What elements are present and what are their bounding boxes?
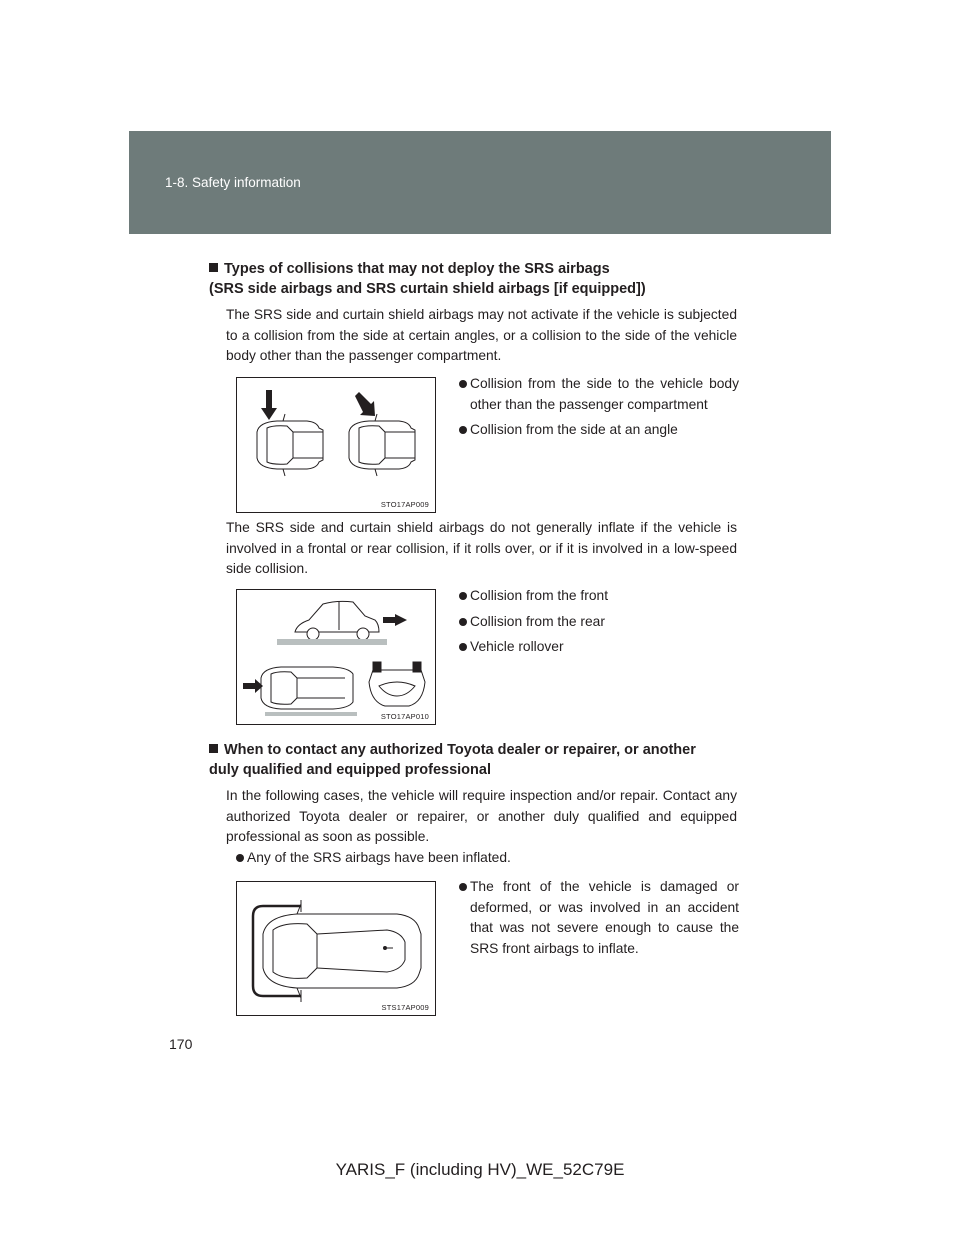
list-item: Collision from the side to the vehicle body other than the passenger compartment [459, 374, 739, 415]
square-bullet-icon [209, 744, 218, 753]
figure-code: STO17AP010 [380, 712, 429, 721]
list-item: Collision from the rear [459, 612, 739, 633]
section1-paragraph2: The SRS side and curtain shield airbags do not generally inflate if the vehicle is involved in a frontal or rear collision, if it rolls over, or if it is involved in a low-speed side collision. [226, 520, 737, 576]
front-damage-illustration [237, 882, 435, 1015]
figure-code: STO17AP009 [380, 500, 429, 509]
front-rear-collision-illustration [237, 590, 435, 724]
figure-code: STS17AP009 [381, 1003, 429, 1012]
square-bullet-icon [209, 263, 218, 272]
side-collision-illustration [237, 378, 435, 512]
page-number: 170 [169, 1036, 193, 1052]
figure3-bullet-list [459, 877, 739, 964]
figure-side-collision [236, 377, 436, 513]
section2-heading-line2: duly qualified and equipped professional [209, 762, 491, 778]
list-item: Vehicle rollover [459, 637, 739, 658]
section2-heading [209, 740, 737, 780]
figure-front-rear-rollover [236, 589, 436, 725]
section-label: 1-8. Safety information [165, 175, 301, 190]
section1-heading-line1: Types of collisions that may not deploy the SRS airbags [224, 261, 610, 277]
section2-heading-line1: When to contact any authorized Toyota dealer or repairer, or another [224, 742, 696, 758]
document-footer: YARIS_F (including HV)_WE_52C79E [335, 1160, 625, 1179]
section1-heading [209, 259, 646, 299]
list-item: Collision from the front [459, 586, 739, 607]
figure-front-damage [236, 881, 436, 1016]
figure2-bullet-list [459, 586, 739, 663]
section2-paragraph: In the following cases, the vehicle will require inspection and/or repair. Contact any authorized Toyota dealer or repairer, or another duly qualified and equipped professional as soon as possible. [226, 788, 737, 844]
section1-paragraph: The SRS side and curtain shield airbags may not activate if the vehicle is subjected to a collision from the side at certain angles, or a collision to the side of the vehicle body other than the passenger compartment. [226, 307, 737, 363]
figure1-bullet-list [459, 374, 739, 446]
section2-bullet: Any of the SRS airbags have been inflated. [236, 848, 747, 869]
list-item: The front of the vehicle is damaged or deformed, or was involved in an accident that was not severe enough to cause the SRS front airbags to inflate. [459, 877, 739, 959]
section1-heading-line2: (SRS side airbags and SRS curtain shield airbags [if equipped]) [209, 281, 646, 297]
list-item: Collision from the side at an angle [459, 420, 739, 441]
